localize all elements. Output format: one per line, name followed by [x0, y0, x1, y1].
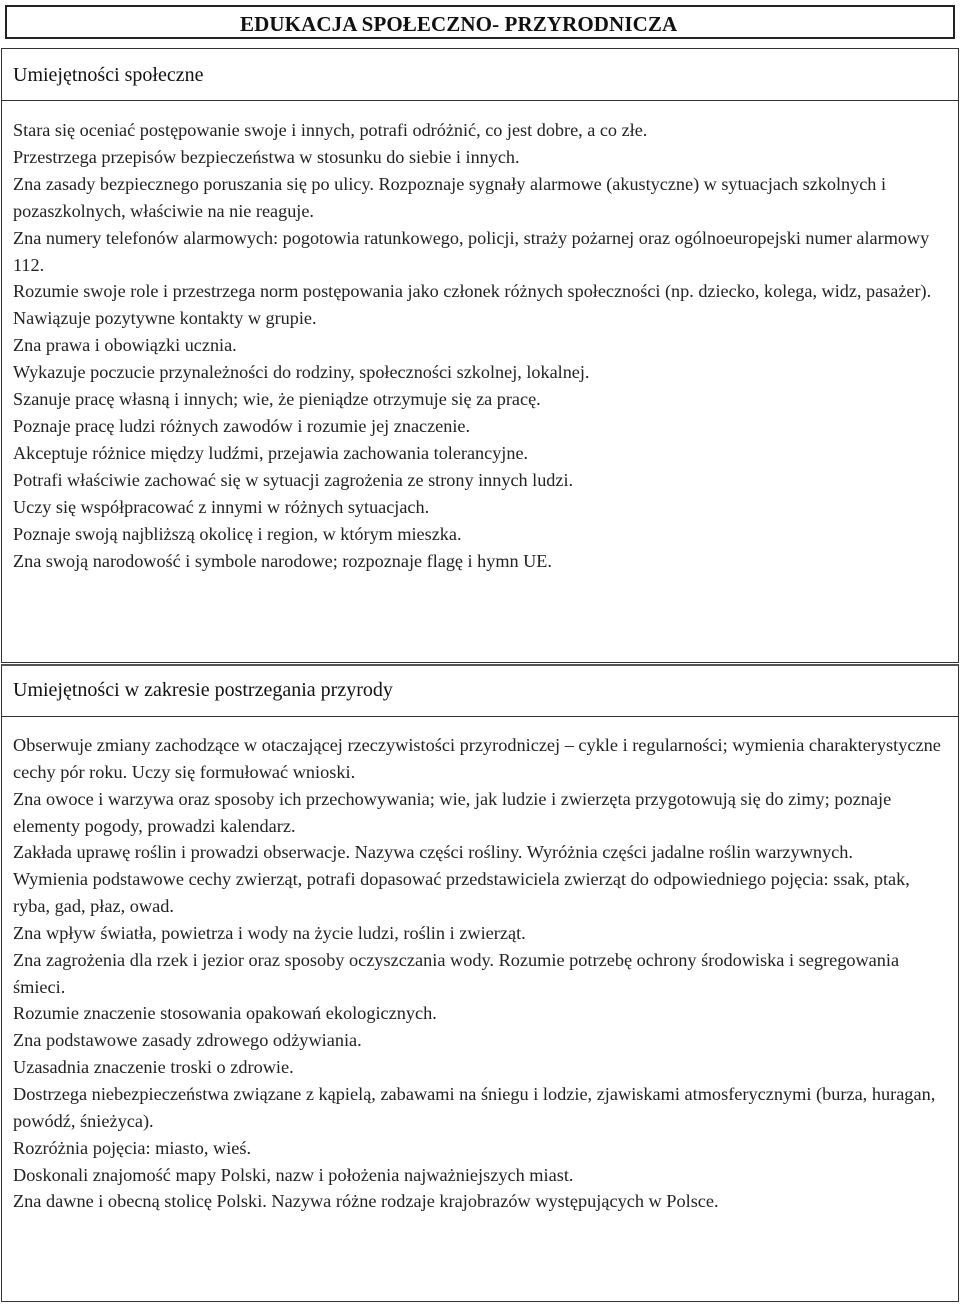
list-item: Zna zasady bezpiecznego poruszania się po ulicy. Rozpoznaje sygnały alarmowe (akustyczne) w sytuacjach szkolnych i pozaszkolnych, właściwie na nie reaguje. — [13, 173, 886, 221]
section-nature-perception — [1, 664, 959, 1302]
list-item: Uczy się współpracować z innymi w różnych sytuacjach. — [13, 496, 430, 517]
list-item: Zna wpływ światła, powietrza i wody na życie ludzi, roślin i zwierząt. — [13, 922, 526, 943]
document-title: EDUKACJA SPOŁECZNO- PRZYRODNICZA — [240, 12, 678, 36]
list-item: Uzasadnia znaczenie troski o zdrowie. — [13, 1057, 294, 1078]
section-social-skills — [1, 48, 959, 663]
list-item: Przestrzega przepisów bezpieczeństwa w stosunku do siebie i innych. — [13, 146, 520, 167]
list-item: Szanuje pracę własną i innych; wie, że pieniądze otrzymuje się za pracę. — [13, 389, 541, 410]
section-content-social-skills — [13, 117, 946, 574]
list-item: Zna dawne i obecną stolicę Polski. Nazywa różne rodzaje krajobrazów występujących w Polsce. — [13, 1191, 719, 1212]
list-item: Doskonali znajomość mapy Polski, nazw i położenia najważniejszych miast. — [13, 1164, 574, 1185]
list-item: Obserwuje zmiany zachodzące w otaczającej rzeczywistości przyrodniczej – cykle i regularności; wymienia charakterystyczne cechy pór roku. Uczy się formułować wnioski. — [13, 735, 941, 782]
list-item: Rozumie znaczenie stosowania opakowań ekologicznych. — [13, 1003, 437, 1024]
section-content-nature-perception — [13, 732, 946, 1215]
list-item: Zna prawa i obowiązki ucznia. — [13, 335, 237, 356]
list-item: Rozumie swoje role i przestrzega norm postępowania jako członek różnych społeczności (np. dziecko, kolega, widz, pasażer). — [13, 281, 932, 302]
list-item: Poznaje swoją najbliższą okolicę i region, w którym mieszka. — [13, 523, 462, 544]
section-divider — [2, 716, 958, 717]
title-box — [5, 5, 955, 39]
list-item: Zakłada uprawę roślin i prowadzi obserwacje. Nazywa części rośliny. Wyróżnia części jadalne roślin warzywnych. — [13, 842, 853, 863]
list-item: Zna zagrożenia dla rzek i jezior oraz sposoby oczyszczania wody. Rozumie potrzebę ochrony środowiska i segregowania śmieci. — [13, 949, 900, 997]
list-item: Dostrzega niebezpieczeństwa związane z kąpielą, zabawami na śniegu i lodzie, zjawiskami atmosferycznymi (burza, huragan, powódź, śnieżyca). — [13, 1083, 936, 1131]
list-item: Nawiązuje pozytywne kontakty w grupie. — [13, 308, 317, 329]
list-item: Zna podstawowe zasady zdrowego odżywiania. — [13, 1030, 362, 1051]
section-divider — [2, 100, 958, 101]
list-item: Stara się oceniać postępowanie swoje i innych, potrafi odróżnić, co jest dobre, a co złe. — [13, 120, 648, 140]
list-item: Zna owoce i warzywa oraz sposoby ich przechowywania; wie, jak ludzie i zwierzęta przygotowują się do zimy; poznaje elementy pogody, prowadzi kalendarz. — [13, 788, 892, 836]
section-heading-nature-perception: Umiejętności w zakresie postrzegania przyrody — [13, 679, 393, 701]
list-item: Wykazuje poczucie przynależności do rodziny, społeczności szkolnej, lokalnej. — [13, 362, 590, 383]
list-item: Wymienia podstawowe cechy zwierząt, potrafi dopasować przedstawiciela zwierząt do odpowiedniego pojęcia: ssak, ptak, ryba, gad, płaz, owad. — [13, 869, 910, 917]
list-item: Poznaje pracę ludzi różnych zawodów i rozumie jej znaczenie. — [13, 415, 470, 436]
list-item: Zna swoją narodowość i symbole narodowe; rozpoznaje flagę i hymn UE. — [13, 550, 552, 571]
list-item: Potrafi właściwie zachować się w sytuacji zagrożenia ze strony innych ludzi. — [13, 469, 574, 490]
list-item: Rozróżnia pojęcia: miasto, wieś. — [13, 1137, 252, 1158]
list-item: Zna numery telefonów alarmowych: pogotowia ratunkowego, policji, straży pożarnej oraz ogólnoeuropejski numer alarmowy 112. — [13, 227, 930, 275]
list-item: Akceptuje różnice między ludźmi, przejawia zachowania tolerancyjne. — [13, 442, 529, 463]
section-heading-social-skills: Umiejętności społeczne — [13, 64, 204, 86]
